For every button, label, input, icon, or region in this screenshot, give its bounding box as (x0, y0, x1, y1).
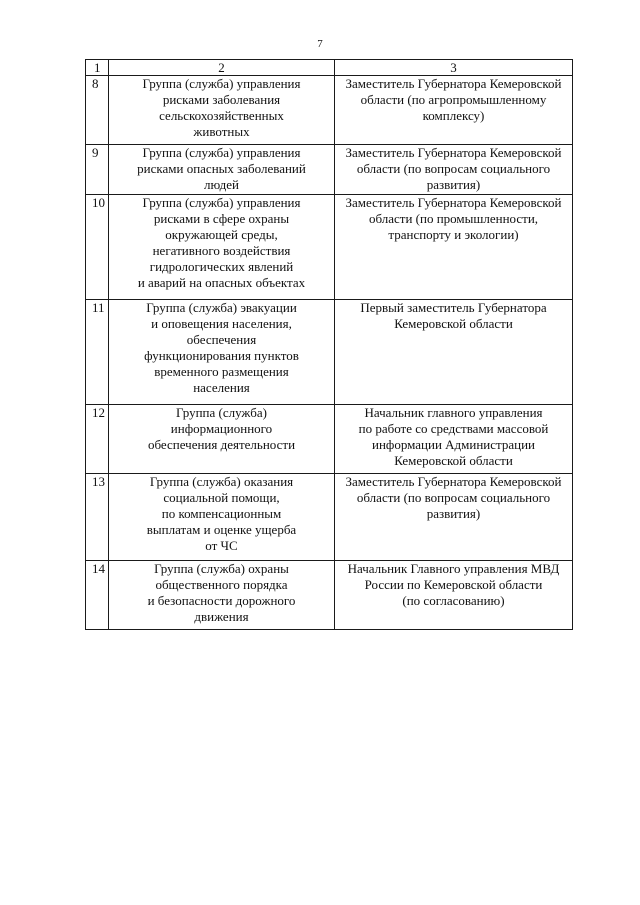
group-name: Группа (служба) охраны общественного порядка и безопасности дорожного движения (109, 561, 335, 630)
responsible-official: Заместитель Губернатора Кемеровской области (по агропромышленному комплексу) (335, 76, 573, 145)
row-number: 11 (86, 300, 109, 405)
table-row (86, 474, 573, 561)
group-name: Группа (служба) управления рисками опасных заболеваний людей (109, 145, 335, 195)
responsibility-table (85, 59, 573, 630)
row-number: 14 (86, 561, 109, 630)
table-row (86, 195, 573, 300)
table-row (86, 561, 573, 630)
group-name: Группа (служба) управления рисками в сфере охраны окружающей среды, негативного воздействия гидрологических явлений и аварий на опасных объектах (109, 195, 335, 300)
responsible-official: Начальник главного управления по работе со средствами массовой информации Администрации Кемеровской области (335, 405, 573, 474)
group-name: Группа (служба) оказания социальной помощи, по компенсационным выплатам и оценке ущерба от ЧС (109, 474, 335, 561)
table-header (86, 60, 573, 76)
table-row (86, 300, 573, 405)
row-number: 8 (86, 76, 109, 145)
group-name: Группа (служба) информационного обеспечения деятельности (109, 405, 335, 474)
table-body (86, 76, 573, 630)
table-row (86, 145, 573, 195)
table-row (86, 76, 573, 145)
row-number: 13 (86, 474, 109, 561)
group-name: Группа (служба) эвакуации и оповещения населения, обеспечения функционирования пунктов временного размещения населения (109, 300, 335, 405)
responsible-official: Заместитель Губернатора Кемеровской области (по вопросам социального развития) (335, 145, 573, 195)
row-number: 9 (86, 145, 109, 195)
column-header-name: 2 (109, 60, 335, 76)
responsible-official: Первый заместитель Губернатора Кемеровской области (335, 300, 573, 405)
header-row (86, 60, 573, 76)
responsible-official: Заместитель Губернатора Кемеровской области (по промышленности, транспорту и экологии) (335, 195, 573, 300)
responsible-official: Заместитель Губернатора Кемеровской области (по вопросам социального развития) (335, 474, 573, 561)
responsible-official: Начальник Главного управления МВД России по Кемеровской области (по согласованию) (335, 561, 573, 630)
column-header-number: 1 (86, 60, 109, 76)
row-number: 10 (86, 195, 109, 300)
group-name: Группа (служба) управления рисками заболевания сельскохозяйственных животных (109, 76, 335, 145)
table-row (86, 405, 573, 474)
column-header-responsible: 3 (335, 60, 573, 76)
row-number: 12 (86, 405, 109, 474)
page-number: 7 (317, 38, 323, 50)
